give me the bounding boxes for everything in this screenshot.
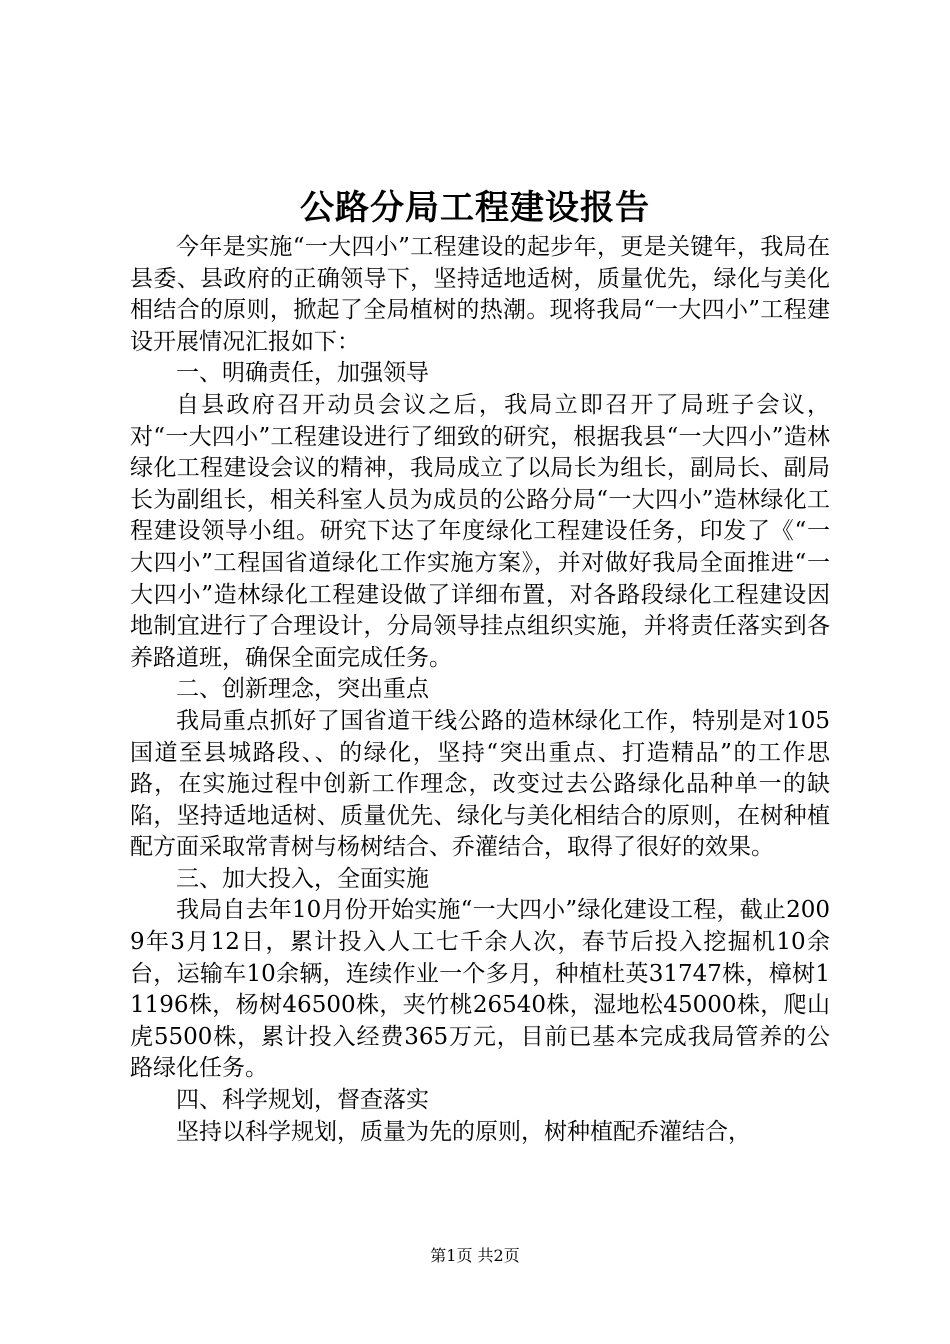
page-footer: 第1页 共2页 — [430, 1246, 520, 1265]
section-heading-2: 二、创新理念，突出重点 — [176, 676, 429, 703]
section-heading-4: 四、科学规划，督查落实 — [176, 1087, 429, 1114]
section-heading-1: 一、明确责任，加强领导 — [176, 360, 429, 387]
intro-paragraph: 今年是实施“一大四小”工程建设的起步年，更是关键年，我局在县委、县政府的正确领导下，坚持适地适树，质量优先，绿化与美化相结合的原则，掀起了全局植树的热潮。现将我局“一大四小”工程建设开展情况汇报如下： — [130, 234, 830, 355]
section-paragraph-2: 我局重点抓好了国省道干线公路的造林绿化工作，特别是对105国道至县城路段、、的绿化，坚持“突出重点、打造精品”的工作思路，在实施过程中创新工作理念，改变过去公路绿化品种单一的缺陷，坚持适地适树、质量优先、绿化与美化相结合的原则，在树种植配方面采取常青树与杨树结合、乔灌结合，取得了很好的效果。 — [130, 707, 830, 861]
section-paragraph-4: 坚持以科学规划，质量为先的原则，树种植配乔灌结合， — [176, 1118, 751, 1145]
section-paragraph-3: 我局自去年10月份开始实施“一大四小”绿化建设工程，截止2009年3月12日，累计投入人工七千余人次，春节后投入挖掘机10余台，运输车10余辆，连续作业一个多月，种植杜英31747株，樟树11196株，杨树46500株，夹竹桃26540株，湿地松45000株，爬山虎5500株，累计投入经费365万元，目前已基本完成我局管养的公路绿化任务。 — [130, 897, 830, 1082]
document-title: 公路分局工程建设报告 — [300, 188, 650, 228]
section-paragraph-1: 自县政府召开动员会议之后，我局立即召开了局班子会议，对“一大四小”工程建设进行了细致的研究，根据我县“一大四小”造林绿化工程建设会议的精神，我局成立了以局长为组长，副局长、副局长为副组长，相关科室人员为成员的公路分局“一大四小”造林绿化工程建设领导小组。研究下达了年度绿化工程建设任务，印发了《“一大四小”工程国省道绿化工作实施方案》，并对做好我局全面推进“一大四小”造林绿化工程建设做了详细布置，对各路段绿化工程建设因地制宜进行了合理设计，分局领导挂点组织实施，并将责任落实到各养路道班，确保全面完成任务。 — [130, 391, 830, 671]
section-heading-3: 三、加大投入，全面实施 — [176, 865, 429, 892]
document-body — [130, 232, 830, 1148]
